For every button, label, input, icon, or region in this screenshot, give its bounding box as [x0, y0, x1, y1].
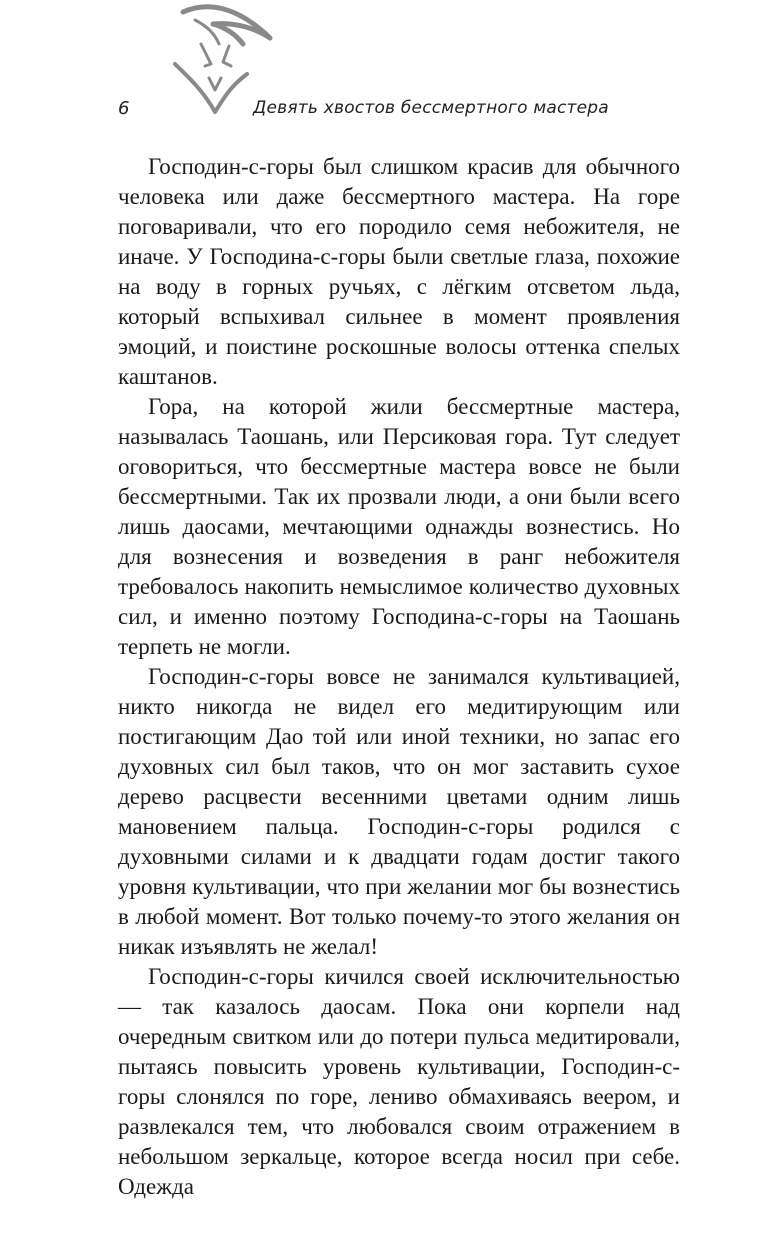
paragraph: Господин-с-горы вовсе не занимался культивацией, никто никогда не видел его медитирующим или постигающим Дао той или иной техники, но запас его духовных сил был таков, что он мог заставить сухое дерево расцвести весенними цветами одним лишь мановением пальца. Господин-с-горы родился с духовными силами и к двадцати годам достиг такого уровня культивации, что при желании мог бы вознестись в любой момент. Вот только почему-то этого желания он никак изъявлять не желал!	[118, 664, 680, 959]
running-header	[118, 98, 678, 128]
paragraph: Гора, на которой жили бессмертные мастера, называлась Таошань, или Персиковая гора. Тут следует оговориться, что бессмертные мастера вовсе не были бессмертными. Так их прозвали люди, а они были всего лишь даосами, мечтающими однажды вознестись. Но для вознесения и возведения в ранг небожителя требовалось накопить немыслимое количество духовных сил, и именно поэтому Господина-с-горы на Таошань терпеть не могли.	[118, 394, 680, 659]
paragraph: Господин-с-горы был слишком красив для обычного человека или даже бессмертного мастера. На горе поговаривали, что его породило семя небожителя, не иначе. У Господина-с-горы были светлые глаза, похожие на воду в горных ручьях, с лёгким отсветом льда, который вспыхивал сильнее в момент проявления эмоций, и поистине роскошные волосы оттенка спелых каштанов.	[118, 154, 680, 389]
paragraph: Господин-с-горы кичился своей исключительностью — так казалось даосам. Пока они корпели над очередным свитком или до потери пульса медитировали, пытаясь повысить уровень культивации, Господин-с-горы слонялся по горе, лениво обмахиваясь веером, и развлекался тем, что любовался своим отражением в небольшом зеркальце, которое всегда носил при себе. Одежда	[118, 964, 680, 1199]
page-number: 6	[118, 98, 130, 119]
body-text	[118, 152, 680, 1202]
running-title: Девять хвостов бессмертного мастера	[253, 98, 609, 118]
